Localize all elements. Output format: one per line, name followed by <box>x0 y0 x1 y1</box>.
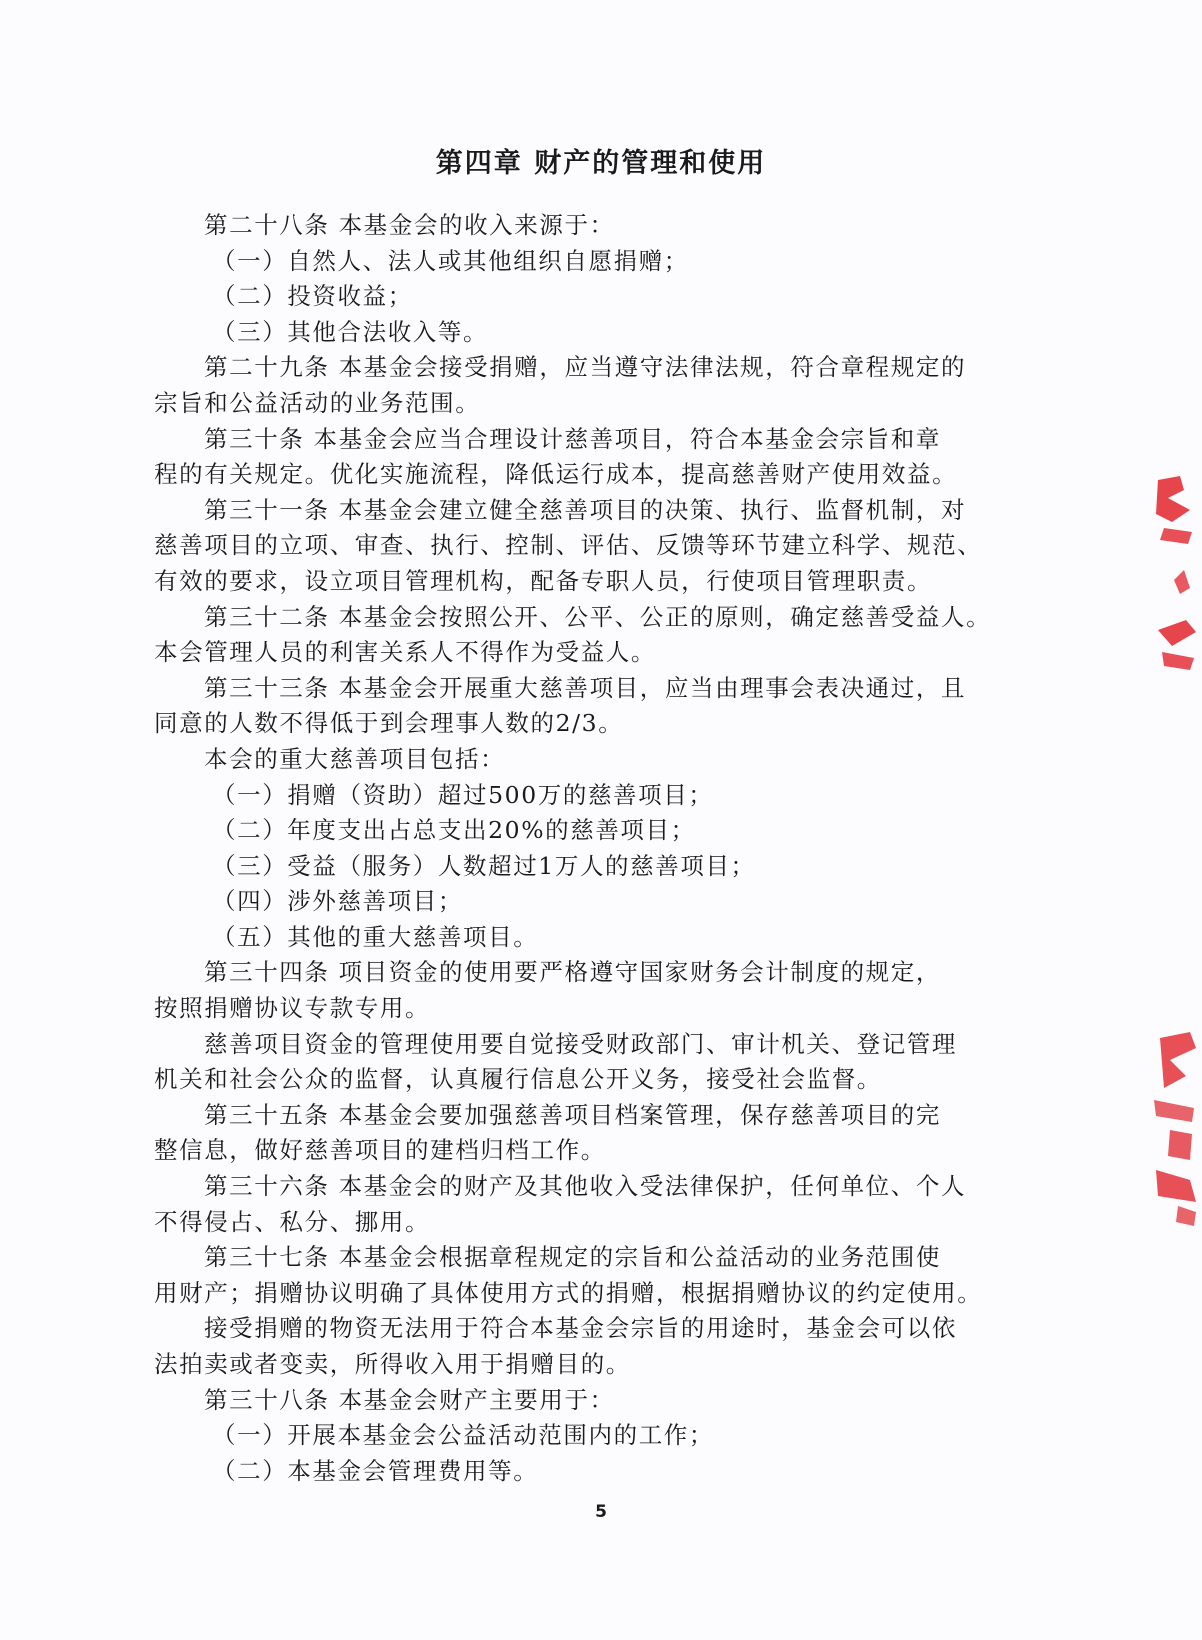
body-line: 第三十七条 本基金会根据章程规定的宗旨和公益活动的业务范围使 <box>204 1243 941 1272</box>
body-line: 第三十五条 本基金会要加强慈善项目档案管理，保存慈善项目的完 <box>204 1100 941 1129</box>
body-line: 本会的重大慈善项目包括： <box>204 744 506 773</box>
body-line: （一）自然人、法人或其他组织自愿捐赠； <box>212 246 689 275</box>
body-line: 用财产；捐赠协议明确了具体使用方式的捐赠，根据捐赠协议的约定使用。 <box>154 1278 983 1307</box>
chapter-title: 第四章 财产的管理和使用 <box>435 148 767 179</box>
page-number: 5 <box>595 1502 607 1522</box>
body-line: 第三十二条 本基金会按照公开、公平、公正的原则，确定慈善受益人。 <box>204 602 992 631</box>
body-line: （五）其他的重大慈善项目。 <box>212 922 539 951</box>
seal-stamp-fragment-top <box>1150 470 1202 690</box>
body-line: （二）本基金会管理费用等。 <box>212 1456 539 1485</box>
body-line: 第三十六条 本基金会的财产及其他收入受法律保护，任何单位、个人 <box>204 1172 967 1201</box>
seal-stamp-fragment-bottom <box>1150 1030 1202 1230</box>
body-line: 慈善项目资金的管理使用要自觉接受财政部门、审计机关、登记管理 <box>204 1029 957 1058</box>
body-line: 按照捐赠协议专款专用。 <box>154 994 431 1023</box>
body-line: （二）投资收益； <box>212 282 413 311</box>
body-line: 本会管理人员的利害关系人不得作为受益人。 <box>154 638 656 667</box>
body-line: 第三十三条 本基金会开展重大慈善项目，应当由理事会表决通过，且 <box>204 673 967 702</box>
body-line: 不得侵占、私分、挪用。 <box>154 1207 431 1236</box>
body-line: 宗旨和公益活动的业务范围。 <box>154 388 481 417</box>
body-line: 第二十九条 本基金会接受捐赠，应当遵守法律法规，符合章程规定的 <box>204 353 967 382</box>
body-text <box>154 208 1064 1489</box>
body-line: 第二十八条 本基金会的收入来源于： <box>204 211 615 239</box>
body-line: （四）涉外慈善项目； <box>212 887 463 916</box>
body-line: （一）开展本基金会公益活动范围内的工作； <box>212 1421 714 1450</box>
body-line: 法拍卖或者变卖，所得收入用于捐赠目的。 <box>154 1350 631 1378</box>
body-line: 整信息，做好慈善项目的建档归档工作。 <box>154 1136 606 1165</box>
body-line: 接受捐赠的物资无法用于符合本基金会宗旨的用途时，基金会可以依 <box>204 1314 957 1343</box>
body-line: （二）年度支出占总支出20%的慈善项目； <box>212 816 696 845</box>
body-line: （三）其他合法收入等。 <box>212 317 489 346</box>
body-line: 机关和社会公众的监督，认真履行信息公开义务，接受社会监督。 <box>154 1065 882 1094</box>
body-line: 第三十条 本基金会应当合理设计慈善项目，符合本基金会宗旨和章 <box>204 424 941 453</box>
body-line: （一）捐赠（资助）超过500万的慈善项目； <box>212 780 714 809</box>
body-line: 第三十四条 项目资金的使用要严格遵守国家财务会计制度的规定， <box>204 958 941 987</box>
body-line: 程的有关规定。优化实施流程，降低运行成本，提高慈善财产使用效益。 <box>154 460 958 489</box>
body-line: （三）受益（服务）人数超过1万人的慈善项目； <box>212 851 756 880</box>
body-line: 第三十八条 本基金会财产主要用于： <box>204 1385 615 1414</box>
body-line: 有效的要求，设立项目管理机构，配备专职人员，行使项目管理职责。 <box>154 566 933 595</box>
body-line: 第三十一条 本基金会建立健全慈善项目的决策、执行、监督机制，对 <box>204 495 967 524</box>
body-line: 慈善项目的立项、审查、执行、控制、评估、反馈等环节建立科学、规范、 <box>154 531 983 560</box>
body-line: 同意的人数不得低于到会理事人数的2/3。 <box>154 709 624 738</box>
